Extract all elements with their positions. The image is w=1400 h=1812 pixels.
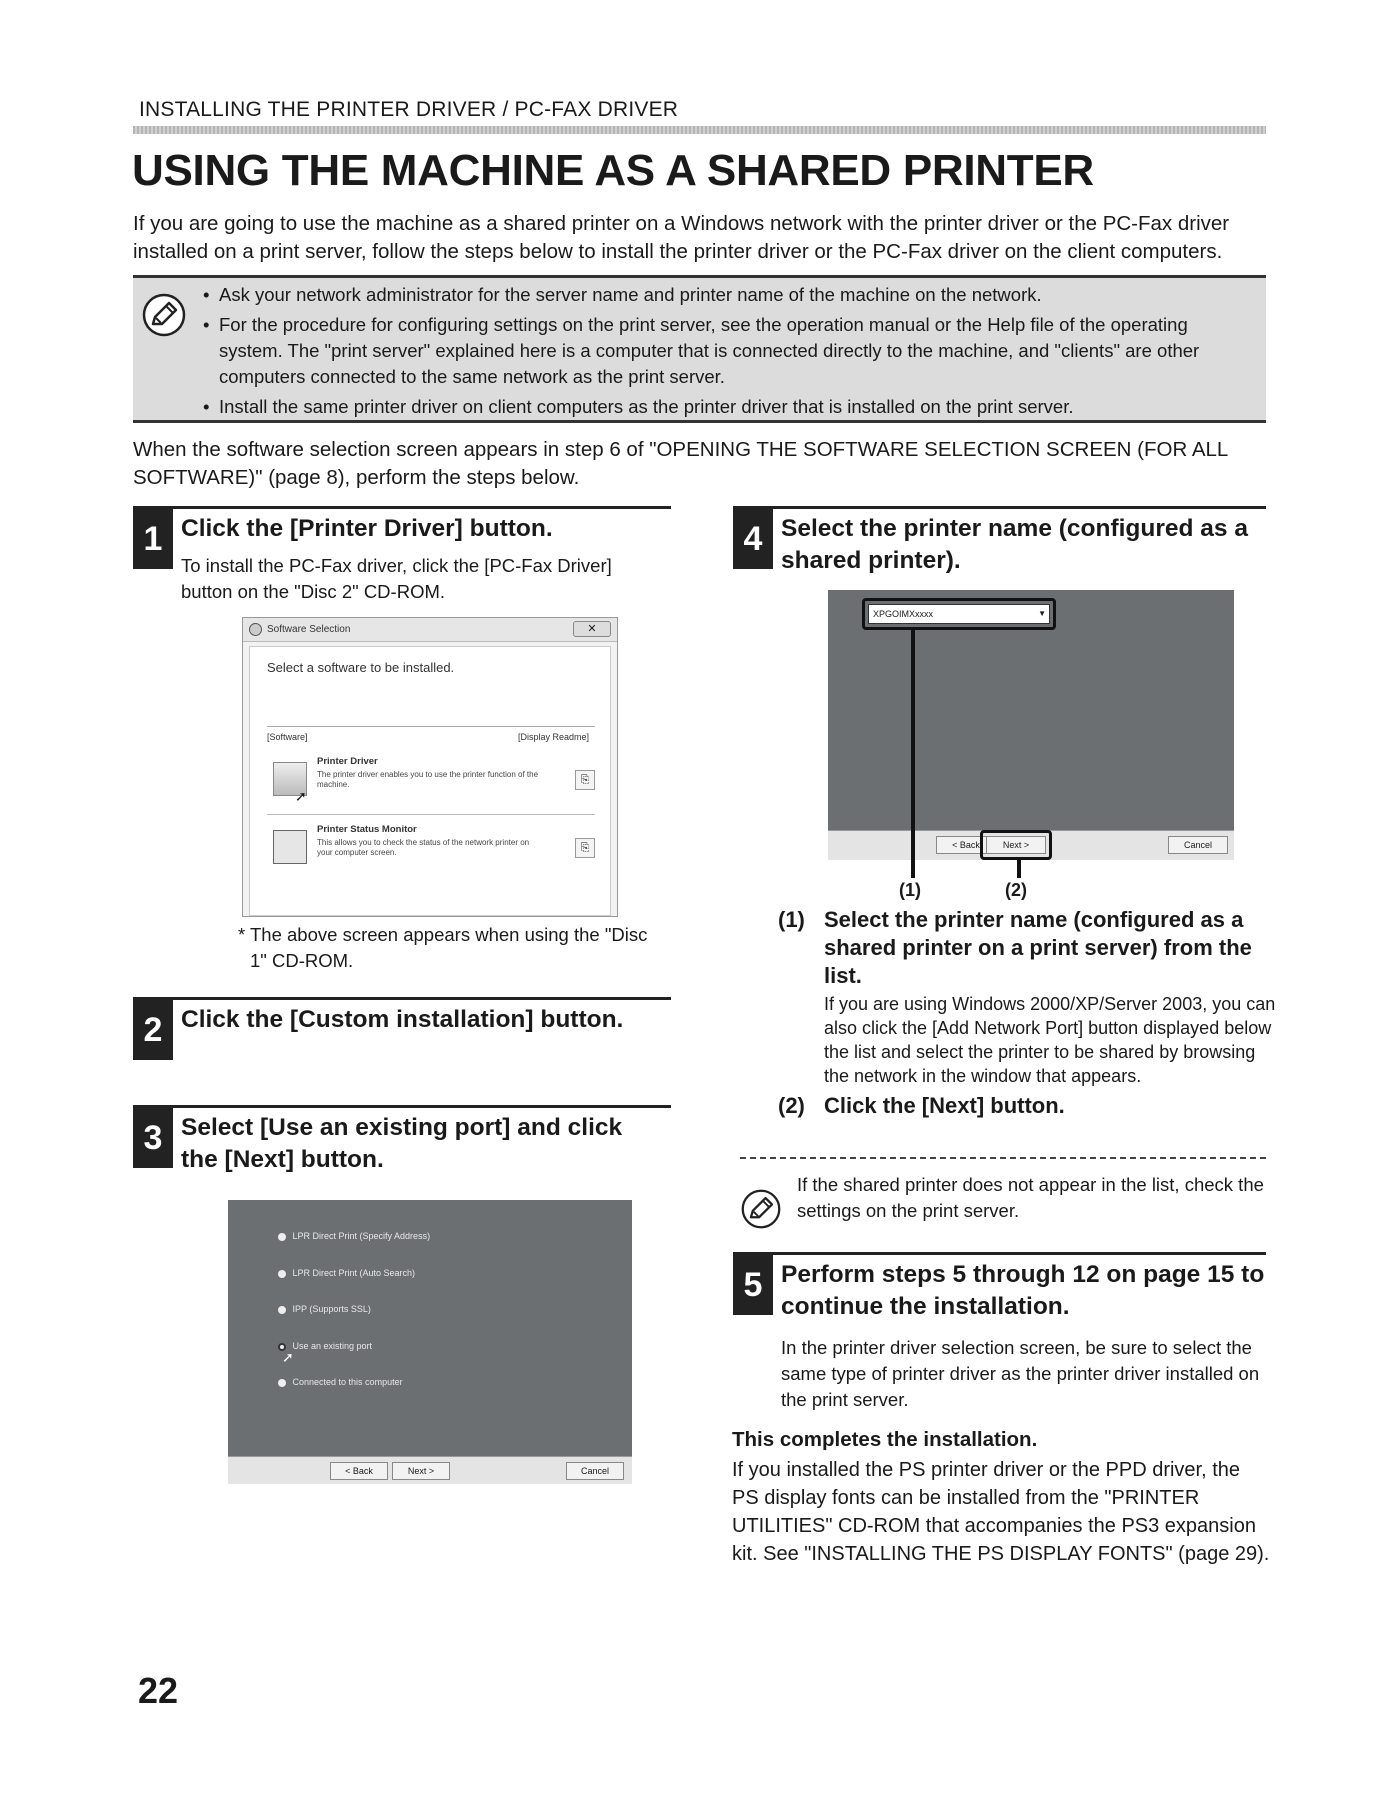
readme-icon[interactable]: ⎘ (575, 838, 595, 858)
step-2 (133, 997, 671, 1067)
note-item: • For the procedure for configuring settings on the print server, see the operation manual or the Help file of the operating system. The "print server" explained here is a computer that is connected directly to the machine, and "clients" are other computers connected to the same network as the print server. (203, 312, 1253, 390)
callout-label-2: (2) (1005, 880, 1027, 900)
callout-line-2 (1017, 858, 1021, 878)
substep-2 (778, 1092, 1278, 1120)
callout-line-1 (911, 630, 915, 878)
step-number: 4 (733, 509, 773, 569)
back-button[interactable]: < Back (936, 836, 996, 854)
step-1-description: To install the PC-Fax driver, click the [PC-Fax Driver] button on the "Disc 2" CD-ROM. (181, 555, 612, 602)
step-4 (733, 506, 1266, 576)
printer-selection-window (828, 590, 1234, 860)
next-button[interactable]: Next > (392, 1462, 450, 1480)
footnote-text: The above screen appears when using the "Disc 1" CD-ROM. (250, 924, 648, 971)
substep-number: (1) (778, 907, 805, 932)
callout-label-1: (1) (899, 880, 921, 900)
close-icon[interactable]: ✕ (573, 621, 611, 637)
substep-list (778, 906, 1278, 1120)
note-item: • Ask your network administrator for the server name and printer name of the machine on the network. (203, 282, 1253, 308)
software-item-name: Printer Driver (317, 756, 378, 767)
completion-text: If you installed the PS printer driver or the PPD driver, the PS display fonts can be installed from the "PRINTER UTILITIES" CD-ROM that accompanies the PS3 expansion kit. See "INSTALLING THE PS DISPLAY FONTS" (page 29). (732, 1459, 1270, 1565)
footnote-mark: * (238, 924, 246, 945)
step-title: Select [Use an existing port] and click the [Next] button. (181, 1114, 623, 1173)
lead-paragraph: When the software selection screen appears in step 6 of "OPENING THE SOFTWARE SELECTION SCREEN (FOR ALL SOFTWARE)" (page 8), perform the steps below. (133, 438, 1228, 489)
step-5-description: In the printer driver selection screen, be sure to select the same type of printer driver as the printer driver installed on the print server. (781, 1337, 1260, 1410)
software-item-status-monitor[interactable] (267, 820, 595, 876)
radio-button-icon[interactable] (278, 1270, 286, 1278)
step-title: Click the [Custom installation] button. (181, 1006, 624, 1033)
highlight-box-2 (980, 830, 1052, 860)
app-icon (249, 623, 262, 636)
step-5 (733, 1252, 1266, 1322)
step-title: Perform steps 5 through 12 on page 15 to continue the installation. (781, 1261, 1265, 1320)
highlight-box-1 (862, 598, 1056, 630)
step-number: 3 (133, 1108, 173, 1168)
note-item: • Install the same printer driver on client computers as the printer driver that is installed on the print server. (203, 394, 1253, 420)
software-item-name: Printer Status Monitor (317, 824, 417, 835)
status-monitor-icon (273, 830, 307, 864)
cancel-button[interactable]: Cancel (566, 1462, 624, 1480)
header-rule (133, 126, 1266, 134)
port-option-label: IPP (Supports SSL) (292, 1304, 371, 1314)
cursor-icon: ➚ (295, 788, 307, 804)
chevron-down-icon[interactable]: ▼ (1038, 609, 1046, 618)
step-number: 1 (133, 509, 173, 569)
port-option-label: LPR Direct Print (Specify Address) (292, 1231, 431, 1241)
port-option[interactable] (278, 1268, 415, 1278)
radio-button-icon[interactable] (278, 1233, 286, 1241)
completion-heading: This completes the installation. (732, 1428, 1038, 1451)
step-title: Select the printer name (configured as a shared printer). (781, 515, 1248, 574)
tip-text: If the shared printer does not appear in the list, check the settings on the print server. (797, 1174, 1264, 1221)
page-number: 22 (138, 1670, 179, 1711)
note-box (133, 275, 1266, 423)
step-3 (133, 1105, 671, 1175)
step-title: Click the [Printer Driver] button. (181, 515, 553, 542)
software-item-desc: The printer driver enables you to use the printer function of the machine. (317, 770, 539, 789)
port-option-label: LPR Direct Print (Auto Search) (292, 1268, 416, 1278)
page-title: USING THE MACHINE AS A SHARED PRINTER (132, 146, 1094, 195)
note-list (203, 282, 1253, 424)
substep-title: Click the [Next] button. (824, 1093, 1065, 1118)
readme-icon[interactable]: ⎘ (575, 770, 595, 790)
item-divider (267, 814, 595, 815)
port-option-label: Connected to this computer (292, 1377, 403, 1387)
pencil-note-icon (141, 292, 187, 338)
step-number: 5 (733, 1255, 773, 1315)
substep-number: (2) (778, 1093, 805, 1118)
radio-button-icon[interactable] (278, 1306, 286, 1314)
step-number: 2 (133, 1000, 173, 1060)
section-header: INSTALLING THE PRINTER DRIVER / PC-FAX DRIVER (139, 98, 679, 121)
list-divider (267, 726, 595, 727)
port-option[interactable] (278, 1377, 403, 1387)
dashed-divider (740, 1157, 1266, 1159)
printer-dropdown-value: XPGOIMXxxxx (873, 609, 934, 619)
substep-title: Select the printer name (configured as a shared printer on a print server) from the list. (824, 907, 1252, 988)
next-button[interactable]: Next > (986, 836, 1046, 854)
intro-paragraph: If you are going to use the machine as a shared printer on a Windows network with the printer driver or the PC-Fax driver installed on a print server, follow the steps below to install the printer driver or the PC-Fax driver on the client computers. (133, 212, 1230, 263)
cursor-icon: ➚ (282, 1349, 294, 1365)
readme-column-label: [Display Readme] (517, 732, 589, 742)
back-button[interactable]: < Back (330, 1462, 388, 1480)
radio-button-icon[interactable] (278, 1379, 286, 1387)
step-1-footnote (238, 922, 658, 974)
port-option-label: Use an existing port (292, 1341, 373, 1351)
port-selection-window (228, 1200, 632, 1484)
window-prompt: Select a software to be installed. (267, 660, 455, 675)
port-option[interactable] (278, 1304, 371, 1314)
cancel-button[interactable]: Cancel (1168, 836, 1228, 854)
substep-1 (778, 906, 1278, 1088)
port-option[interactable] (278, 1231, 430, 1241)
substep-description: If you are using Windows 2000/XP/Server 2003, you can also click the [Add Network Port] button displayed below the list and select the printer to be shared by browsing the network in the window that appears. (824, 994, 1276, 1086)
window-title: Software Selection (267, 624, 351, 635)
software-column-label: [Software] (267, 732, 308, 742)
software-item-desc: This allows you to check the status of the network printer on your computer screen. (317, 838, 530, 857)
pencil-note-icon (740, 1188, 782, 1230)
software-item-printer-driver[interactable] (267, 752, 595, 808)
software-selection-window (242, 617, 618, 917)
